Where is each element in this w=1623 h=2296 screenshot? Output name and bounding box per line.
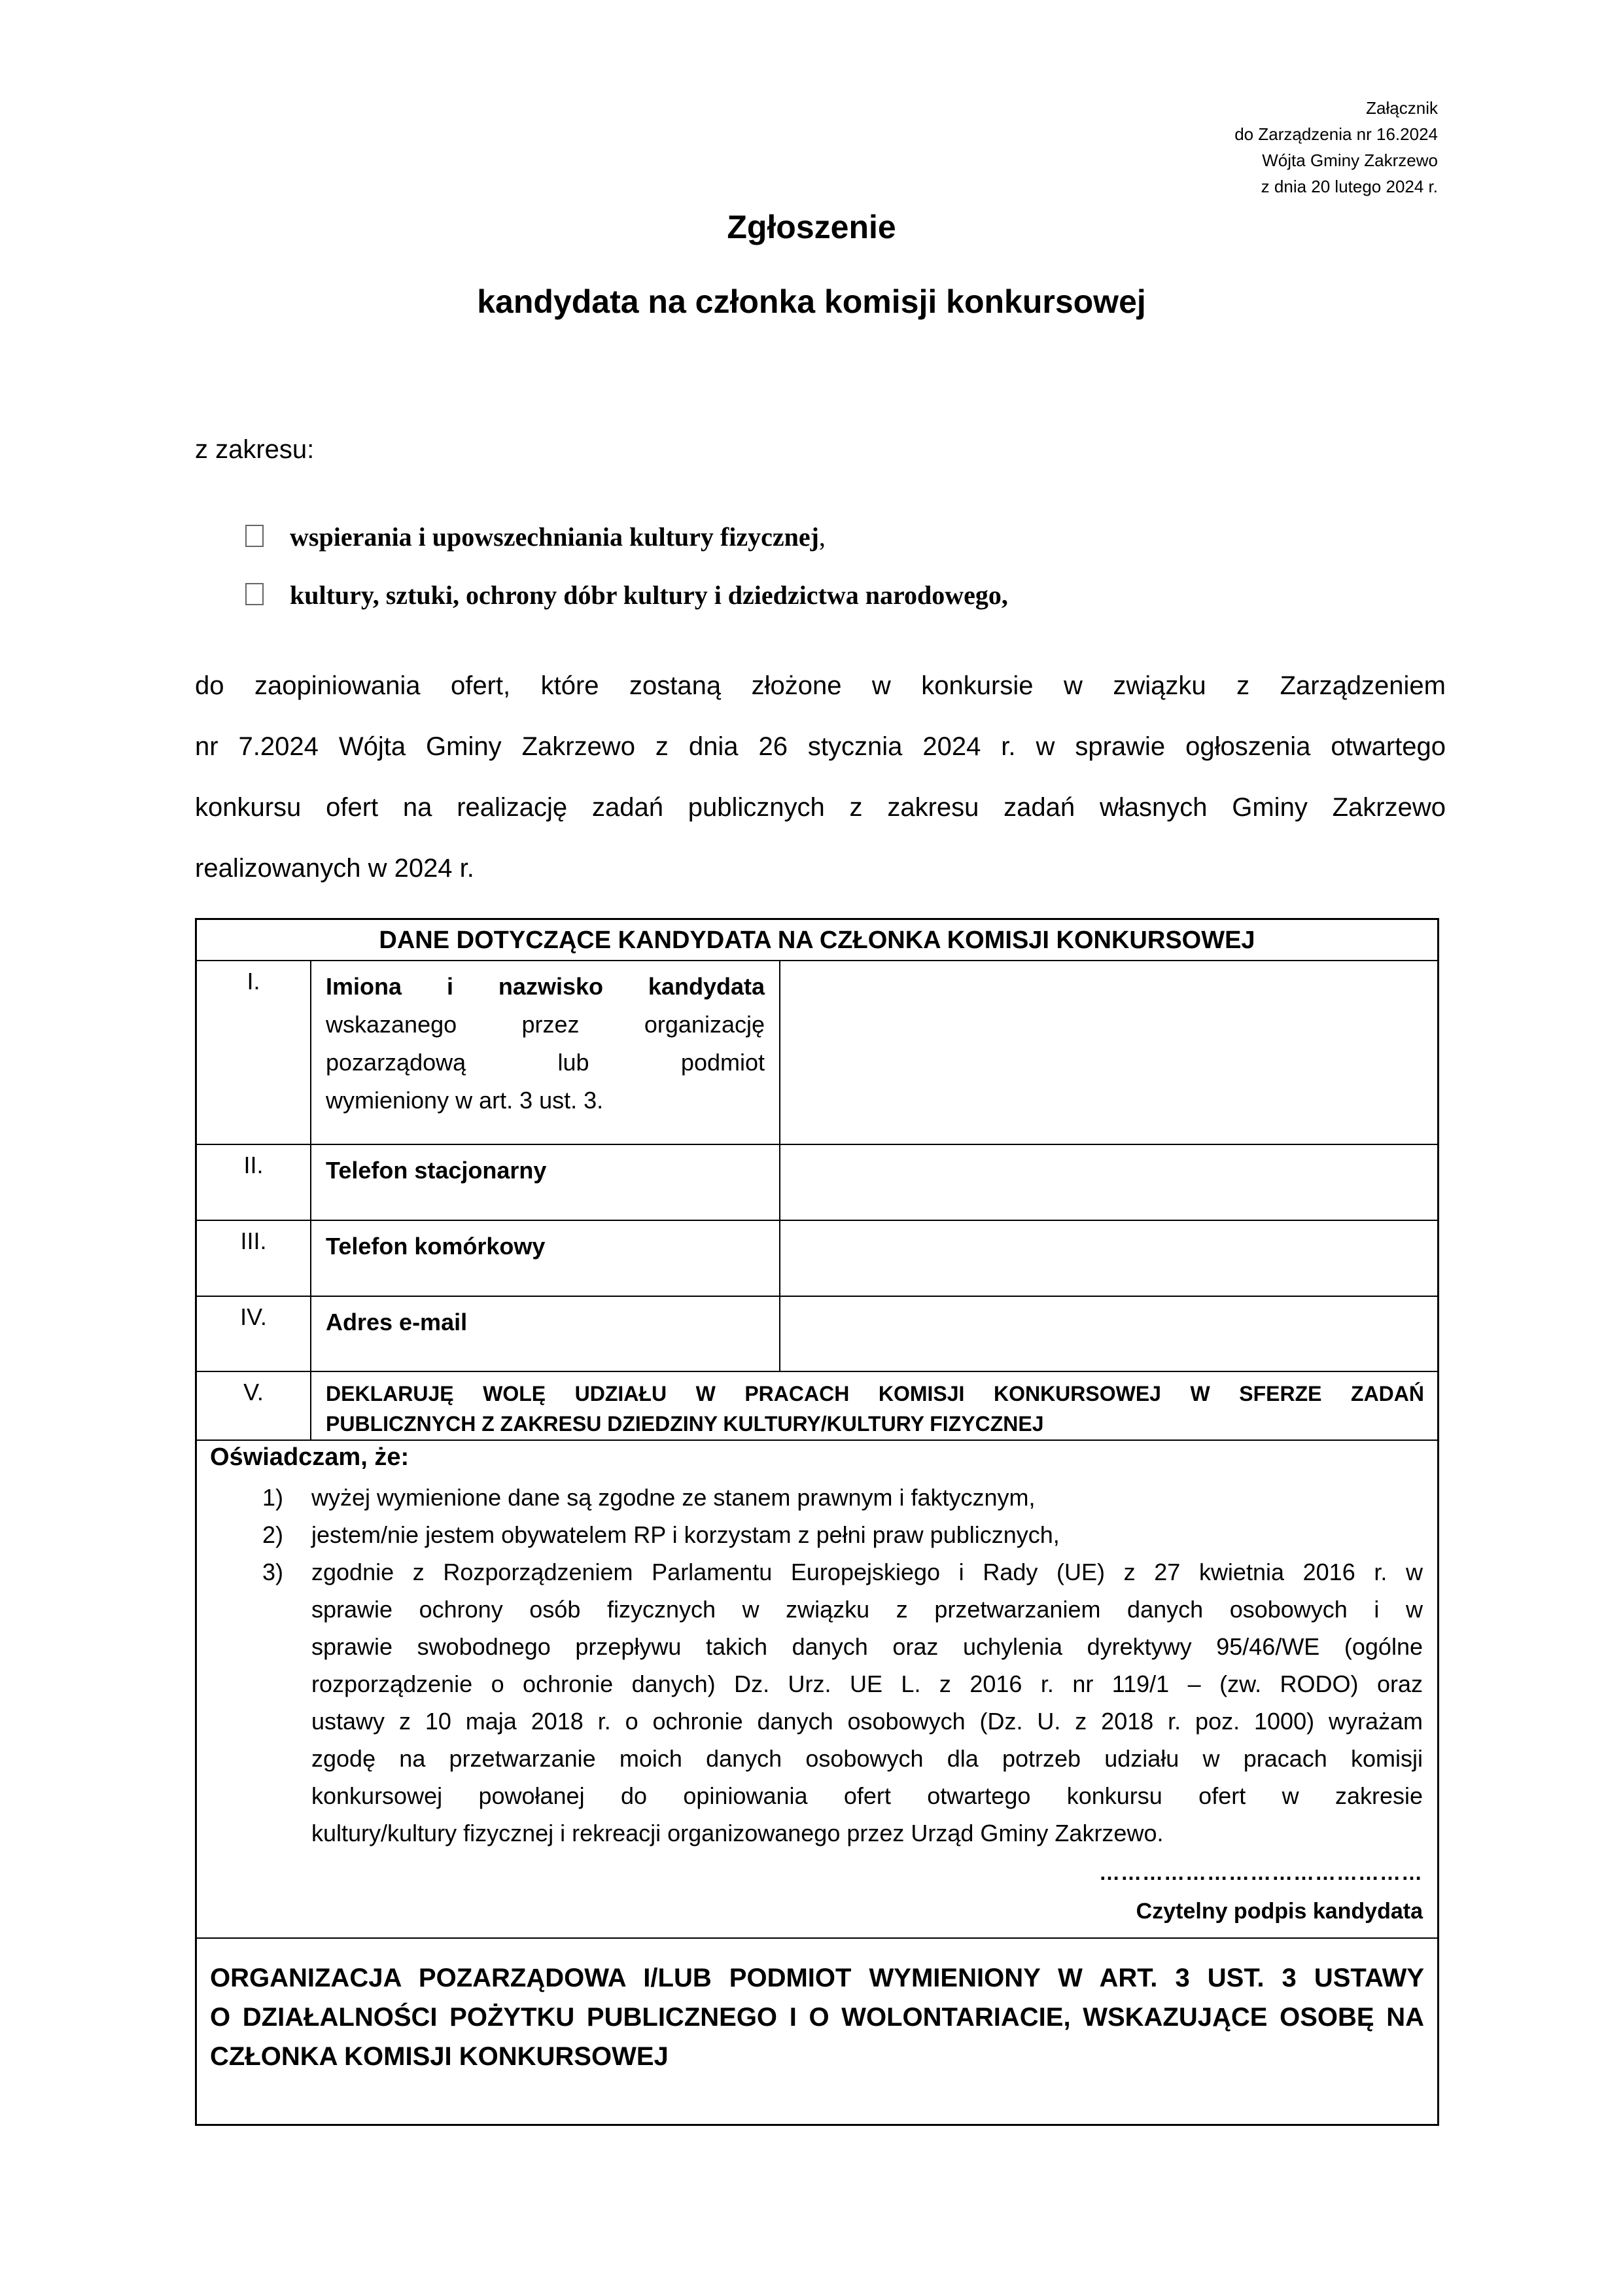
mobile-field[interactable]: [780, 1221, 1437, 1296]
item-line: zgodnie z Rozporządzeniem Parlamentu Europejskiego i Rady (UE) z 27 kwietnia 2016 r. w: [311, 1559, 1423, 1585]
table-row-mobile: [197, 1221, 1437, 1297]
label-line: wymieniony w art. 3 ust. 3.: [326, 1087, 604, 1114]
row-number: III.: [197, 1221, 311, 1296]
document-subtitle: kandydata na członka komisji konkursowej: [477, 283, 1146, 320]
item-number: 3): [262, 1559, 284, 1585]
row-label: Telefon stacjonarny: [311, 1145, 780, 1220]
list-item: [197, 1553, 1423, 1852]
item-line: wyżej wymienione dane są zgodne ze stanem prawnym i faktycznym,: [311, 1484, 1036, 1511]
list-item: [197, 1479, 1423, 1516]
declaration-text: [311, 1372, 1437, 1439]
signature-label: Czytelny podpis kandydata: [1136, 1899, 1423, 1924]
item-line: zgodę na przetwarzanie moich danych osobowych dla potrzeb udziału w pracach komisji: [311, 1745, 1423, 1772]
item-line: jestem/nie jestem obywatelem RP i korzystam z pełni praw publicznych,: [311, 1521, 1060, 1548]
row-number: IV.: [197, 1297, 311, 1371]
scope-option-label: wspierania i upowszechniania kultury fizycznej: [290, 522, 819, 552]
landline-field[interactable]: [780, 1145, 1437, 1220]
intro-paragraph: [195, 656, 1446, 899]
scope-option-label: kultury, sztuki, ochrony dóbr kultury i dziedzictwa narodowego,: [290, 580, 1008, 610]
table-row-landline: [197, 1145, 1437, 1221]
table-row-name: [197, 961, 1437, 1145]
label-bold: Imiona i nazwisko kandydata: [326, 973, 765, 1000]
paragraph-line: nr 7.2024 Wójta Gminy Zakrzewo z dnia 26 stycznia 2024 r. w sprawie ogłoszenia otwartego: [195, 732, 1446, 761]
row-number: II.: [197, 1145, 311, 1220]
item-line: sprawie ochrony osób fizycznych w związku z przetwarzaniem danych osobowych i w: [311, 1596, 1423, 1623]
list-item: [197, 1516, 1423, 1553]
item-line: ustawy z 10 maja 2018 r. o ochronie danych osobowych (Dz. U. z 2018 r. poz. 1000) wyrażam: [311, 1708, 1423, 1735]
annex-line: z dnia 20 lutego 2024 r.: [1261, 177, 1438, 196]
row-label: Adres e-mail: [311, 1297, 780, 1371]
scope-option-culture-heritage[interactable]: [245, 580, 1008, 610]
item-line: sprawie swobodnego przepływu takich danych oraz uchylenia dyrektywy 95/46/WE (ogólne: [311, 1633, 1423, 1660]
scope-label: z zakresu:: [195, 435, 315, 464]
row-label: Telefon komórkowy: [311, 1221, 780, 1296]
annex-line: do Zarządzenia nr 16.2024: [1234, 124, 1438, 144]
scope-option-physical-culture[interactable]: [245, 521, 826, 552]
row-label: [311, 961, 780, 1144]
label-line: pozarządową lub podmiot: [326, 1049, 765, 1076]
declaration-line: PUBLICZNYCH Z ZAKRESU DZIEDZINY KULTURY/KULTURY FIZYCZNEJ: [326, 1412, 1044, 1436]
organization-line: ORGANIZACJA POZARZĄDOWA I/LUB PODMIOT WYMIENIONY W ART. 3 UST. 3 USTAWY: [210, 1964, 1424, 1992]
table-header: DANE DOTYCZĄCE KANDYDATA NA CZŁONKA KOMISJI KONKURSOWEJ: [197, 920, 1437, 961]
scope-option-suffix: ,: [818, 522, 826, 552]
statement-list: [197, 1479, 1423, 1852]
item-number: 2): [262, 1521, 284, 1548]
organization-line: O DZIAŁALNOŚCI POŻYTKU PUBLICZNEGO I O WOLONTARIACIE, WSKAZUJĄCE OSOBĘ NA: [210, 2003, 1424, 2032]
item-number: 1): [262, 1484, 284, 1511]
annex-note: [1045, 95, 1438, 200]
organization-section: [197, 1939, 1437, 2126]
email-field[interactable]: [780, 1297, 1437, 1371]
candidate-form-table: [195, 918, 1439, 2126]
item-line: konkursowej powołanej do opiniowania ofert otwartego konkursu ofert w zakresie: [311, 1782, 1423, 1809]
document-title: Zgłoszenie: [727, 209, 896, 245]
checkbox-icon[interactable]: [245, 583, 264, 605]
paragraph-line: konkursu ofert na realizację zadań publicznych z zakresu zadań własnych Gminy Zakrzewo: [195, 793, 1446, 822]
label-line: wskazanego przez organizację: [326, 1011, 765, 1038]
statement-section: [197, 1441, 1437, 1939]
table-row-email: [197, 1297, 1437, 1372]
item-line: rozporządzenie o ochronie danych) Dz. Urz. UE L. z 2016 r. nr 119/1 – (zw. RODO) oraz: [311, 1670, 1423, 1697]
name-field[interactable]: [780, 961, 1437, 1144]
paragraph-line: realizowanych w 2024 r.: [195, 854, 474, 883]
row-number: I.: [197, 961, 311, 1144]
paragraph-line: do zaopiniowania ofert, które zostaną złożone w konkursie w związku z Zarządzeniem: [195, 671, 1446, 700]
checkbox-icon[interactable]: [245, 525, 264, 547]
item-line: kultury/kultury fizycznej i rekreacji organizowanego przez Urząd Gminy Zakrzewo.: [311, 1820, 1164, 1846]
declaration-line: DEKLARUJĘ WOLĘ UDZIAŁU W PRACACH KOMISJI KONKURSOWEJ W SFERZE ZADAŃ: [326, 1382, 1424, 1405]
organization-heading: [210, 1958, 1424, 2076]
annex-line: Wójta Gminy Zakrzewo: [1262, 150, 1438, 170]
statement-title: Oświadczam, że:: [210, 1443, 410, 1471]
signature-line[interactable]: ………………………………………: [1099, 1861, 1423, 1884]
annex-line: Załącznik: [1366, 98, 1438, 118]
table-row-declaration: [197, 1372, 1437, 1441]
row-number: V.: [197, 1372, 311, 1439]
organization-line: CZŁONKA KOMISJI KONKURSOWEJ: [210, 2042, 669, 2071]
